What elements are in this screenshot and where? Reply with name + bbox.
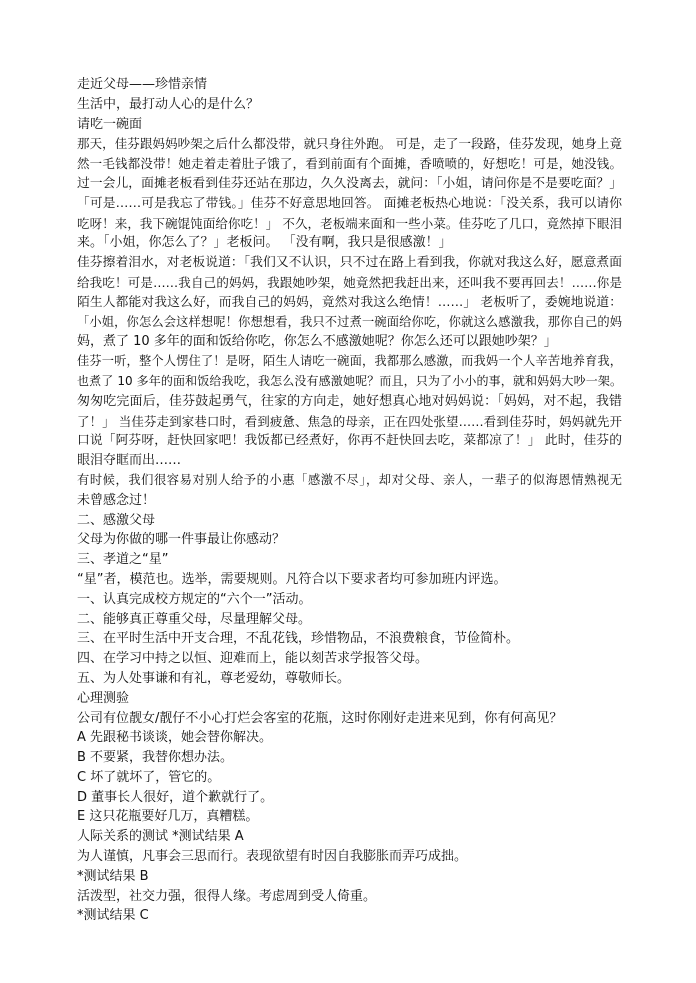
text-line-39: 人际关系的测试 *测试结果 A (77, 829, 244, 845)
text-line-41: *测试结果 B (77, 868, 149, 884)
text-line-8: 吃呀！来，我下碗馄饨面给你吃！」 不久，老板端来面和一些小菜。佳芬吃了几口，竟然掉下眼泪 (77, 215, 622, 231)
text-line-17: 匆匆吃完面后，佳芬鼓起勇气，往家的方向走，她好想真心地对妈妈说：「妈妈，对不起，我错 (77, 393, 622, 409)
text-line-31: 五、为人处事谦和有礼，尊老爱幼，尊敬师长。 (77, 670, 351, 686)
text-line-29: 三、在平时生活中开支合理，不乱花钱，珍惜物品，不浪费粮食，节俭简朴。 (77, 631, 520, 647)
text-line-30: 四、在学习中持之以恒、迎难而上，能以刻苦求学报答父母。 (77, 651, 429, 667)
text-line-9: 来。「小姐，你怎么了？」老板问。 「没有啊，我只是很感激！」 (77, 235, 452, 251)
text-line-12: 陌生人都能对我这么好，而我自己的妈妈，竟然对我这么绝情！……」 老板听了，委婉地说道： (77, 294, 622, 310)
text-line-36: C 坏了就坏了，管它的。 (77, 769, 221, 785)
text-line-18: 了！」 当佳芬走到家巷口时，看到疲惫、焦急的母亲，正在四处张望……看到佳芬时，妈妈就先开 (77, 413, 622, 429)
text-line-32: 心理测验 (77, 690, 130, 706)
text-line-14: 妈，煮了 10 多年的面和饭给你吃，你怎么不感激她呢？你怎么还可以跟她吵架？」 (77, 334, 557, 350)
text-line-28: 二、能够真正尊重父母，尽量理解父母。 (77, 611, 312, 627)
text-line-19: 口说「阿芬呀，赶快回家吧！我饭都已经煮好，你再不赶快回去吃，菜都凉了！」 此时，佳芬的 (77, 433, 622, 449)
text-line-22: 未曾感念过！ (77, 492, 156, 508)
document-page (77, 75, 622, 926)
text-line-20: 眼泪夺眶而出…… (77, 453, 182, 469)
text-line-40: 为人谨慎，凡事会三思而行。表现欲望有时因自我膨胀而弄巧成拙。 (77, 849, 468, 865)
text-line-4: 那天，佳芬跟妈妈吵架之后什么都没带，就只身往外跑。 可是，走了一段路，佳芬发现，她身上竟 (77, 136, 622, 152)
text-line-43: *测试结果 C (77, 908, 149, 924)
text-line-15: 佳芬一听，整个人愣住了！是呀，陌生人请吃一碗面，我都那么感激，而我妈一个人辛苦地养育我， (77, 354, 622, 369)
text-line-21: 有时候，我们很容易对别人给予的小惠「感激不尽」，却对父母、亲人，一辈子的似海恩情熟视无 (77, 472, 622, 487)
text-line-6: 过一会儿，面摊老板看到佳芬还站在那边，久久没离去，就问：「小姐，请问你是不是要吃面？」 (77, 175, 622, 191)
text-line-27: 一、认真完成校方规定的“六个一”活动。 (77, 591, 312, 607)
text-line-35: B 不要紧，我替你想办法。 (77, 750, 234, 766)
text-line-10: 佳芬擦着泪水，对老板说道：「我们又不认识，只不过在路上看到我，你就对我这么好，愿意煮面 (77, 255, 622, 271)
text-line-33: 公司有位靓女/靓仔不小心打烂会客室的花瓶，这时你刚好走进来见到，你有何高见？ (77, 710, 563, 726)
text-line-11: 给我吃！可是……我自己的妈妈，我跟她吵架，她竟然把我赶出来，还叫我不要再回去！……你是 (77, 274, 622, 290)
text-line-16: 也煮了 10 多年的面和饭给我吃，我怎么没有感激她呢？而且，只为了小小的事，就和妈妈大吵一架。 (77, 373, 622, 388)
text-line-34: A 先跟秘书谈谈，她会替你解决。 (77, 730, 273, 746)
text-line-25: 三、孝道之“星” (77, 552, 169, 568)
text-line-13: 「小姐，你怎么会这样想呢！你想想看，我只不过煮一碗面给你吃，你就这么感激我，那你自己的妈 (77, 314, 622, 329)
text-line-2: 生活中，最打动人心的是什么？ (77, 96, 260, 112)
text-line-5: 然一毛钱都没带！她走着走着肚子饿了，看到前面有个面摊，香喷喷的，好想吃！可是，她没钱。 (77, 156, 622, 172)
text-line-3: 请吃一碗面 (77, 116, 143, 132)
text-line-23: 二、感激父母 (77, 512, 156, 528)
text-line-38: E 这只花瓶要好几万，真糟糕。 (77, 809, 259, 825)
text-line-1: 走近父母——珍惜亲情 (77, 77, 208, 92)
text-line-42: 活泼型，社交力强，很得人缘。考虑周到受人倚重。 (77, 888, 377, 904)
text-line-24: 父母为你做的哪一件事最让你感动？ (77, 532, 286, 548)
text-line-26: “星”者，模范也。选举，需要规则。凡符合以下要求者均可参加班内评选。 (77, 571, 507, 587)
text-line-37: D 董事长人很好，道个歉就行了。 (77, 789, 274, 805)
text-line-7: 「可是……可是我忘了带钱。」佳芬不好意思地回答。 面摊老板热心地说：「没关系，我可以请你 (77, 195, 622, 211)
